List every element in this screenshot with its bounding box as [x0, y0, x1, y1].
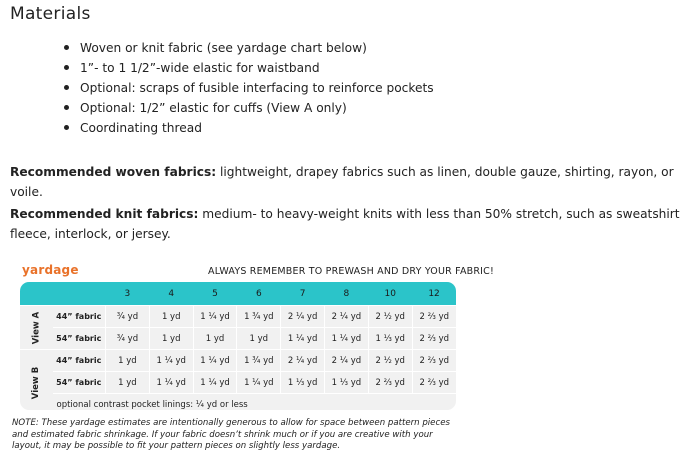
- table-row: [20, 328, 456, 350]
- yardage-cell: 1 ⅓ yd: [281, 372, 325, 394]
- yardage-cell: 1 ¾ yd: [237, 306, 281, 328]
- yardage-cell: 1 yd: [106, 350, 150, 372]
- yardage-cell: 1 yd: [193, 328, 237, 350]
- yardage-note: NOTE: These yardage estimates are intentionally generous to allow for space between pattern pieces and estimated fabric shrinkage. If your fabric doesn’t shrink much or if you are creative with your layout, it may be possible to fit your pattern pieces on slightly less yardage.: [12, 418, 450, 451]
- yardage-cell: 2 ⅔ yd: [412, 306, 456, 328]
- list-item: Coordinating thread: [62, 118, 434, 138]
- section-title: Materials: [10, 4, 91, 24]
- contrast-lining-note: optional contrast pocket linings: ¼ yd or less: [53, 394, 457, 416]
- yardage-cell: 2 ⅔ yd: [412, 372, 456, 394]
- yardage-cell: ¾ yd: [106, 306, 150, 328]
- yardage-cell: 2 ¼ yd: [325, 306, 369, 328]
- size-header: 7: [299, 288, 306, 299]
- yardage-cell: 2 ½ yd: [368, 350, 412, 372]
- yardage-cell: 2 ½ yd: [368, 306, 412, 328]
- prewash-reminder: ALWAYS REMEMBER TO PREWASH AND DRY YOUR FABRIC!: [208, 266, 495, 277]
- view-label-cell: [20, 306, 53, 350]
- yardage-cell: 2 ¼ yd: [281, 306, 325, 328]
- header-blank: [20, 282, 53, 306]
- fabric-width-label: 54” fabric: [53, 328, 106, 350]
- yardage-chart: [20, 282, 456, 410]
- woven-fabrics-label: Recommended woven fabrics:: [10, 165, 217, 179]
- yardage-cell: 1 yd: [237, 328, 281, 350]
- yardage-cell: 2 ¼ yd: [281, 350, 325, 372]
- size-header: 8: [343, 288, 350, 299]
- yardage-cell: 1 ⅓ yd: [325, 372, 369, 394]
- list-item: 1”- to 1 1/2”-wide elastic for waistband: [62, 58, 434, 78]
- woven-fabrics-text: lightweight, drapey fabrics such as linen, double gauze, shirting, rayon, or voile.: [10, 165, 674, 199]
- table-row: [20, 394, 456, 416]
- table-row: [20, 372, 456, 394]
- yardage-cell: 1 ¼ yd: [149, 350, 193, 372]
- yardage-cell: 1 ¼ yd: [193, 350, 237, 372]
- view-a-label: View A: [31, 311, 42, 344]
- view-label-cell: [20, 350, 53, 416]
- list-item: Woven or knit fabric (see yardage chart below): [62, 38, 434, 58]
- list-item: Optional: scraps of fusible interfacing to reinforce pockets: [62, 78, 434, 98]
- yardage-cell: 1 yd: [149, 328, 193, 350]
- yardage-cell: 2 ⅔ yd: [368, 372, 412, 394]
- list-item: Optional: 1/2” elastic for cuffs (View A only): [62, 98, 434, 118]
- size-header: 6: [255, 288, 262, 299]
- knit-fabrics-paragraph: [10, 204, 695, 244]
- yardage-table: [20, 282, 456, 415]
- yardage-cell: 1 yd: [106, 372, 150, 394]
- knit-fabrics-label: Recommended knit fabrics:: [10, 207, 199, 221]
- yardage-cell: 2 ¼ yd: [325, 350, 369, 372]
- table-row: [20, 350, 456, 372]
- fabric-width-label: 44” fabric: [53, 306, 106, 328]
- size-header: 5: [212, 288, 218, 299]
- size-header: 12: [428, 288, 440, 299]
- size-header: 10: [384, 288, 396, 299]
- yardage-cell: 1 ¼ yd: [193, 306, 237, 328]
- yardage-cell: 1 ¼ yd: [149, 372, 193, 394]
- header-blank: [53, 282, 106, 306]
- view-b-label: View B: [31, 366, 42, 399]
- yardage-logo: yardage: [22, 263, 79, 277]
- yardage-cell: 1 yd: [149, 306, 193, 328]
- size-header: 4: [168, 288, 175, 299]
- yardage-cell: 1 ¾ yd: [237, 350, 281, 372]
- fabric-width-label: 44” fabric: [53, 350, 106, 372]
- yardage-cell: 1 ¼ yd: [281, 328, 325, 350]
- yardage-cell: 1 ¼ yd: [237, 372, 281, 394]
- yardage-cell: 1 ¼ yd: [193, 372, 237, 394]
- materials-list: [62, 38, 434, 138]
- size-header-row: [20, 282, 456, 306]
- yardage-cell: 2 ⅔ yd: [412, 328, 456, 350]
- size-header: 3: [124, 288, 131, 299]
- woven-fabrics-paragraph: [10, 162, 695, 202]
- fabric-width-label: 54” fabric: [53, 372, 106, 394]
- yardage-cell: 2 ⅔ yd: [412, 350, 456, 372]
- yardage-cell: ¾ yd: [106, 328, 150, 350]
- yardage-cell: 1 ⅓ yd: [368, 328, 412, 350]
- yardage-cell: 1 ¼ yd: [325, 328, 369, 350]
- knit-fabrics-text: medium- to heavy-weight knits with less than 50% stretch, such as sweatshirt fleece, interlock, or jersey.: [10, 207, 680, 241]
- table-row: [20, 306, 456, 328]
